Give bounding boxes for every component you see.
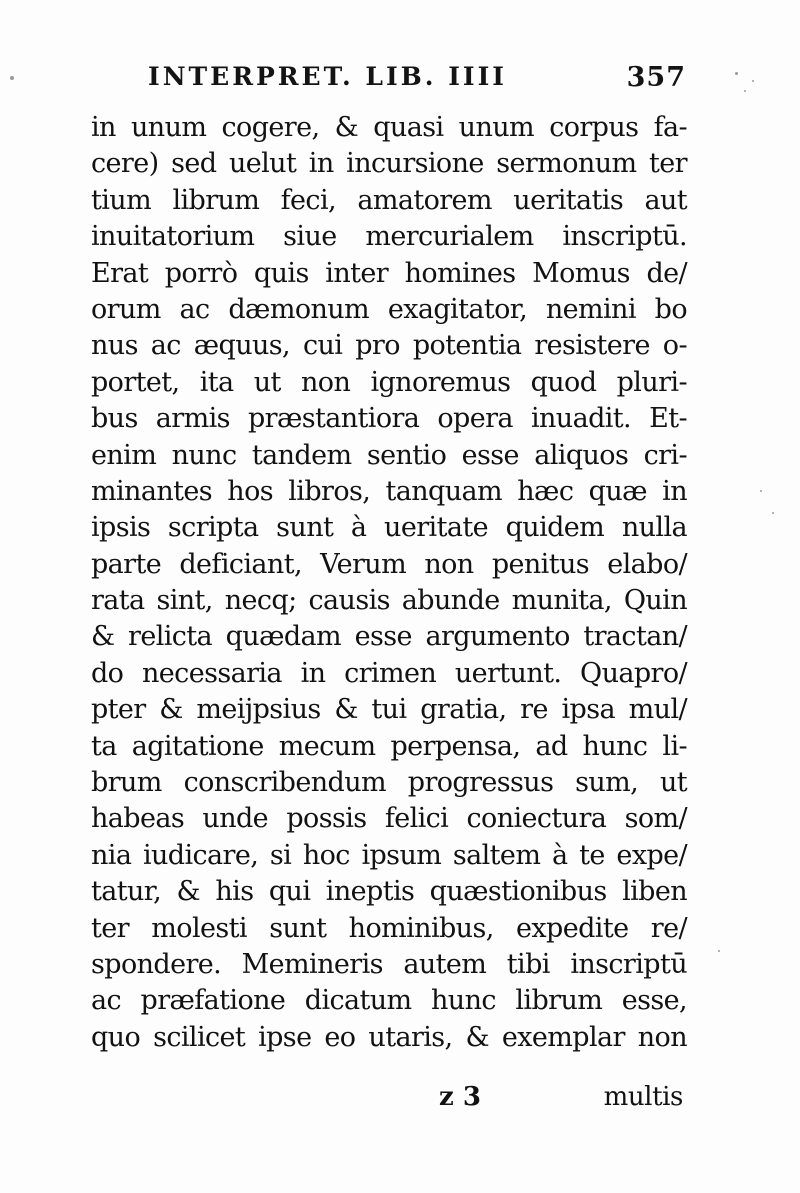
page-footer [91, 1082, 687, 1122]
text-line: & relicta quædam esse argumento tractan/ [91, 621, 687, 653]
ink-speck [760, 490, 762, 492]
ink-speck [735, 72, 738, 75]
text-line: Erat porrò quis inter homines Momus de/ [91, 257, 687, 289]
text-line: do necessaria in crimen uertunt. Quapro/ [91, 657, 687, 689]
text-line: spondere. Memineris autem tibi inscriptū [91, 948, 687, 980]
text-line: ter molesti sunt hominibus, expedite re/ [91, 912, 687, 944]
text-line: pter & meijpsius & tui gratia, re ipsa mul/ [91, 694, 687, 726]
body-text [91, 110, 687, 1056]
text-line: tium librum feci, amatorem ueritatis aut [91, 184, 687, 216]
ink-speck [10, 76, 14, 80]
text-line: quo scilicet ipse eo utaris, & exemplar non [91, 1021, 687, 1053]
text-line: enim nunc tandem sentio esse aliquos cri- [91, 439, 687, 471]
text-line: in unum cogere, & quasi unum corpus fa- [91, 112, 687, 143]
text-line: parte deficiant, Verum non penitus elabo/ [91, 548, 687, 580]
signature-mark: z 3 [439, 1082, 481, 1112]
text-line: nus ac æquus, cui pro potentia resistere o- [91, 330, 687, 362]
text-line: bus armis præstantiora opera inuadit. Et- [91, 403, 687, 435]
text-line: minantes hos libros, tanquam hæc quæ in [91, 475, 687, 507]
catchword: multis [603, 1082, 683, 1112]
text-line: ta agitatione mecum perpensa, ad hunc li- [91, 730, 687, 762]
page-number: 357 [626, 62, 686, 93]
text-line: cere) sed uelut in incursione sermonum ter [91, 148, 687, 180]
page-header [148, 60, 688, 100]
text-line: habeas unde possis felici coniectura som/ [91, 803, 687, 835]
text-line: ipsis scripta sunt à ueritate quidem nulla [91, 512, 687, 544]
text-line: inuitatorium siue mercurialem inscriptū. [91, 221, 687, 253]
ink-speck [752, 80, 754, 82]
running-title: INTERPRET. LIB. IIII [148, 62, 507, 91]
text-line: brum conscribendum progressus sum, ut [91, 767, 687, 799]
text-line: portet, ita ut non ignoremus quod pluri- [91, 366, 687, 398]
text-line: tatur, & his qui ineptis quæstionibus liben [91, 876, 687, 908]
text-line: nia iudicare, si hoc ipsum saltem à te expe/ [91, 839, 687, 871]
text-line: ac præfatione dicatum hunc librum esse, [91, 985, 687, 1017]
text-line: rata sint, necq; causis abunde munita, Quin [91, 585, 687, 617]
ink-speck [772, 512, 774, 514]
ink-speck [718, 950, 720, 952]
ink-speck [744, 90, 746, 92]
text-line: orum ac dæmonum exagitator, nemini bo [91, 293, 687, 325]
